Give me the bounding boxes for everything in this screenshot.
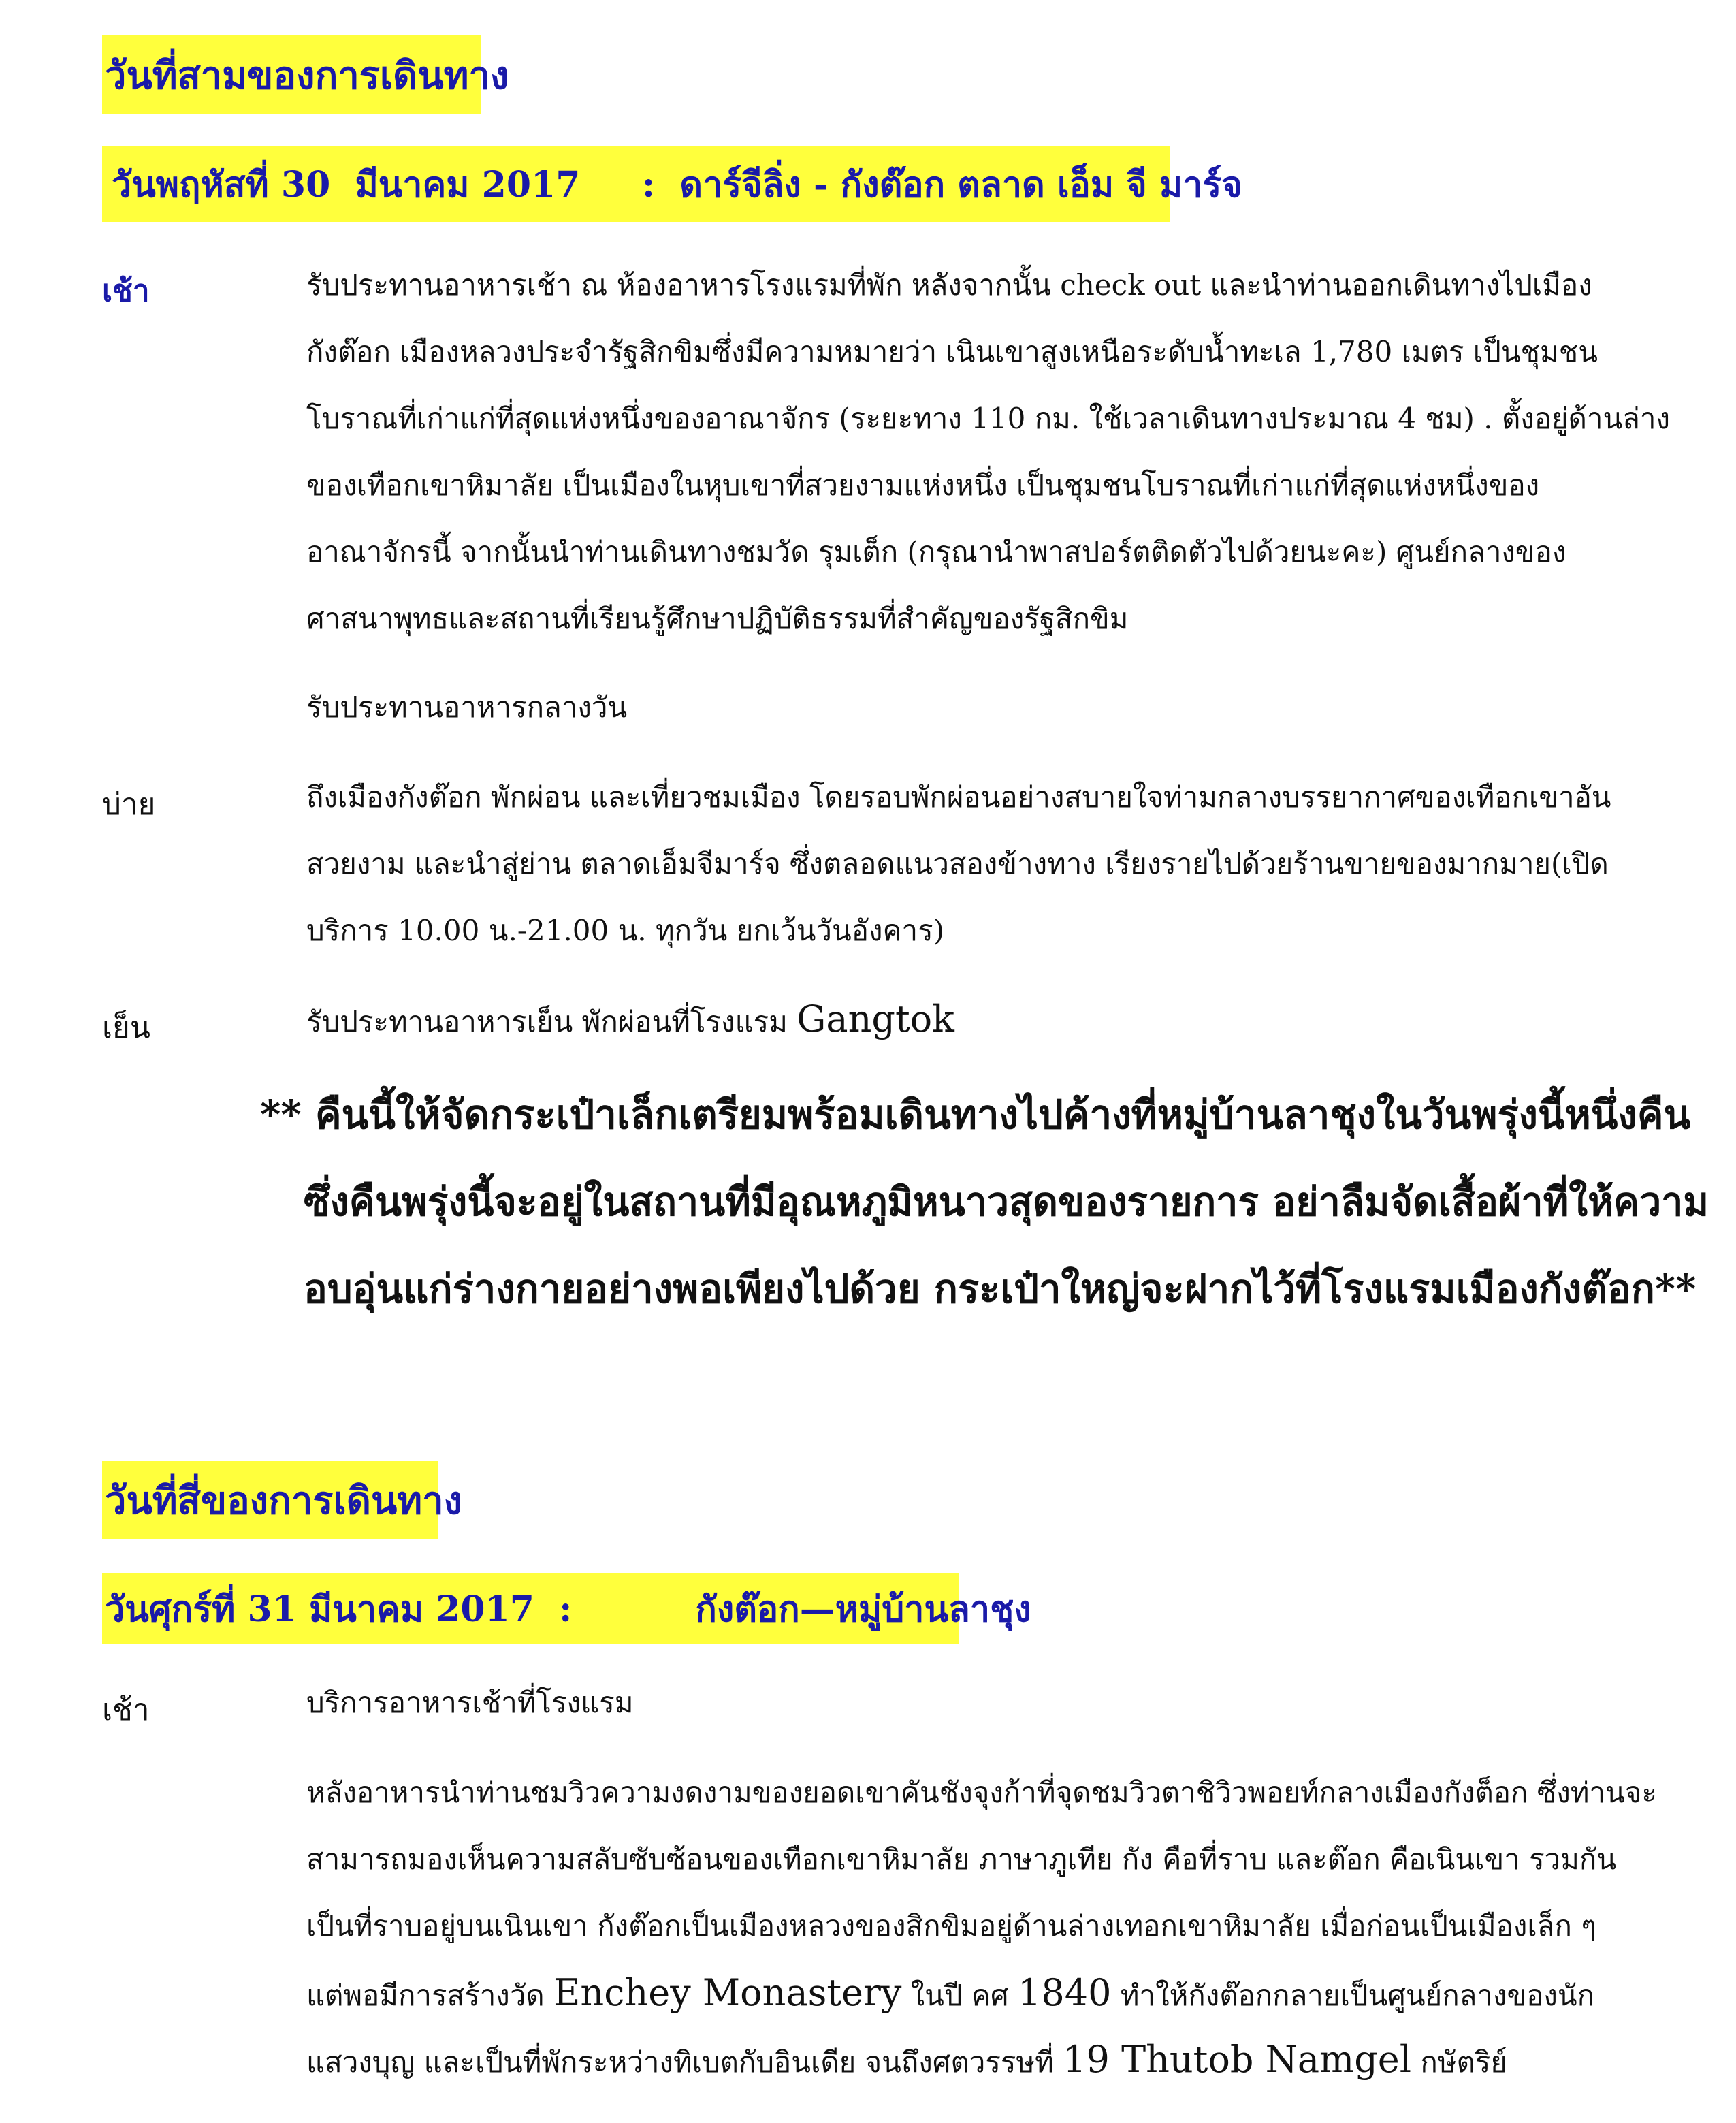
day3-note-line: ซึ่งคืนพรุ่งนี้จะอยู่ในสถานที่มีอุณหภูมิหนาวสุดของรายการ อย่าลืมจัดเสื้อผ้าที่ให้ความ: [304, 1179, 1709, 1225]
day3-morning-line: กังต๊อก เมืองหลวงประจำรัฐสิกขิมซึ่งมีความหมายว่า เนินเขาสูงเหนือระดับน้ำทะเล 1,780 เมตร เป็นชุมชน: [306, 335, 1598, 368]
day3-afternoon-label: บ่าย: [102, 787, 156, 822]
year-1840: 1840: [1018, 1971, 1112, 2014]
day4-line4-text: ทำให้กังต๊อกกลายเป็นศูนย์กลางของนัก: [1111, 1979, 1595, 2012]
day3-morning-line: ของเทือกเขาหิมาลัย เป็นเมืองในหุบเขาที่สวยงามแห่งหนึ่ง เป็นชุมชนโบราณที่เก่าแก่ที่สุดแห่งหนึ่งของ: [306, 468, 1540, 502]
monastery-name: Enchey Monastery: [553, 1971, 902, 2014]
day3-morning-line: โบราณที่เก่าแก่ที่สุดแห่งหนึ่งของอาณาจักร (ระยะทาง 110 กม. ใช้เวลาเดินทางประมาณ 4 ชม) . ตั้งอยู่ด้านล่าง: [306, 402, 1670, 435]
day3-afternoon-line: สวยงาม และนำสู่ย่าน ตลาดเอ็มจีมาร์จ ซึ่งตลอดแนวสองข้างทาง เรียงรายไปด้วยร้านขายของมากมาย(เปิด: [306, 847, 1609, 880]
day3-afternoon-line: บริการ 10.00 น.-21.00 น. ทุกวัน ยกเว้นวันอังคาร): [306, 914, 945, 947]
day4-line4-text: แต่พอมีการสร้างวัด: [306, 1979, 554, 2012]
day4-heading: วันที่สี่ของการเดินทาง: [102, 1461, 438, 1539]
day4-breakfast: บริการอาหารเช้าที่โรงแรม: [306, 1686, 634, 1719]
day3-morning-label: เช้า: [102, 274, 150, 308]
day4-line: [306, 1971, 1595, 2014]
day4-line: สามารถมองเห็นความสลับซับซ้อนของเทือกเขาหิมาลัย ภาษาภูเทีย กัง คือที่ราบ และต๊อก คือเนินเขา รวมกัน: [306, 1842, 1617, 1876]
day4-line: [306, 2038, 1507, 2081]
day3-evening-line: [306, 997, 954, 1040]
day3-date-line: วันพฤหัสที่ 30 มีนาคม 2017 : ดาร์จีลิ่ง - กังต๊อก ตลาด เอ็ม จี มาร์จ: [102, 146, 1170, 222]
day3-heading: วันที่สามของการเดินทาง: [102, 35, 481, 114]
day3-morning-line: รับประทานอาหารเช้า ณ ห้องอาหารโรงแรมที่พัก หลังจากนั้น check out และนำท่านออกเดินทางไปเมือง: [306, 268, 1592, 302]
day3-morning-line: ศาสนาพุทธและสถานที่เรียนรู้ศึกษาปฏิบัติธรรมที่สำคัญของรัฐสิกขิม: [306, 602, 1129, 635]
day4-line5-text: แสวงบุญ และเป็นที่พักระหว่างทิเบตกับอินเดีย จนถึงศตวรรษที่: [306, 2045, 1063, 2079]
day3-evening-hotel: Gangtok: [797, 997, 954, 1040]
day4-date-line: วันศุกร์ที่ 31 มีนาคม 2017 : กังต๊อก—หมู่บ้านลาชุง: [102, 1573, 959, 1644]
day4-morning-label: เช้า: [102, 1693, 150, 1727]
day3-lunch: รับประทานอาหารกลางวัน: [306, 690, 628, 724]
day4-line: หลังอาหารนำท่านชมวิวความงดงามของยอดเขาคันชังจุงก้าที่จุดชมวิวตาชิวิวพอยท์กลางเมืองกังต็อก ซึ่งท่านจะ: [306, 1776, 1657, 1809]
day3-note-line: ** คืนนี้ให้จัดกระเป๋าเล็กเตรียมพร้อมเดินทางไปค้างที่หมู่บ้านลาชุงในวันพรุ่งนี้หนึ่งคืน: [260, 1091, 1691, 1138]
day3-evening-label: เย็น: [102, 1010, 150, 1045]
day3-note-line: อบอุ่นแก่ร่างกายอย่างพอเพียงไปด้วย กระเป๋าใหญ่จะฝากไว้ที่โรงแรมเมืองกังต๊อก**: [304, 1266, 1697, 1312]
day4-line: เป็นที่ราบอยู่บนเนินเขา กังต๊อกเป็นเมืองหลวงของสิกขิมอยู่ด้านล่างเทอกเขาหิมาลัย เมื่อก่อนเป็นเมืองเล็ก ๆ: [306, 1909, 1596, 1943]
day3-afternoon-line: ถึงเมืองกังต๊อก พักผ่อน และเที่ยวชมเมือง โดยรอบพักผ่อนอย่างสบายใจท่ามกลางบรรยากาศของเทือกเขาอัน: [306, 780, 1611, 814]
king-name: 19 Thutob Namgel: [1063, 2038, 1412, 2081]
day3-evening-text: รับประทานอาหารเย็น พักผ่อนที่โรงแรม: [306, 1005, 797, 1038]
day3-morning-line: อาณาจักรนี้ จากนั้นนำท่านเดินทางชมวัด รุมเต็ก (กรุณานำพาสปอร์ตติดตัวไปด้วยนะคะ) ศูนย์กลางของ: [306, 535, 1566, 569]
day4-line4-text: ในปี คศ: [901, 1979, 1018, 2012]
day4-line5-text: กษัตริย์: [1411, 2045, 1507, 2079]
